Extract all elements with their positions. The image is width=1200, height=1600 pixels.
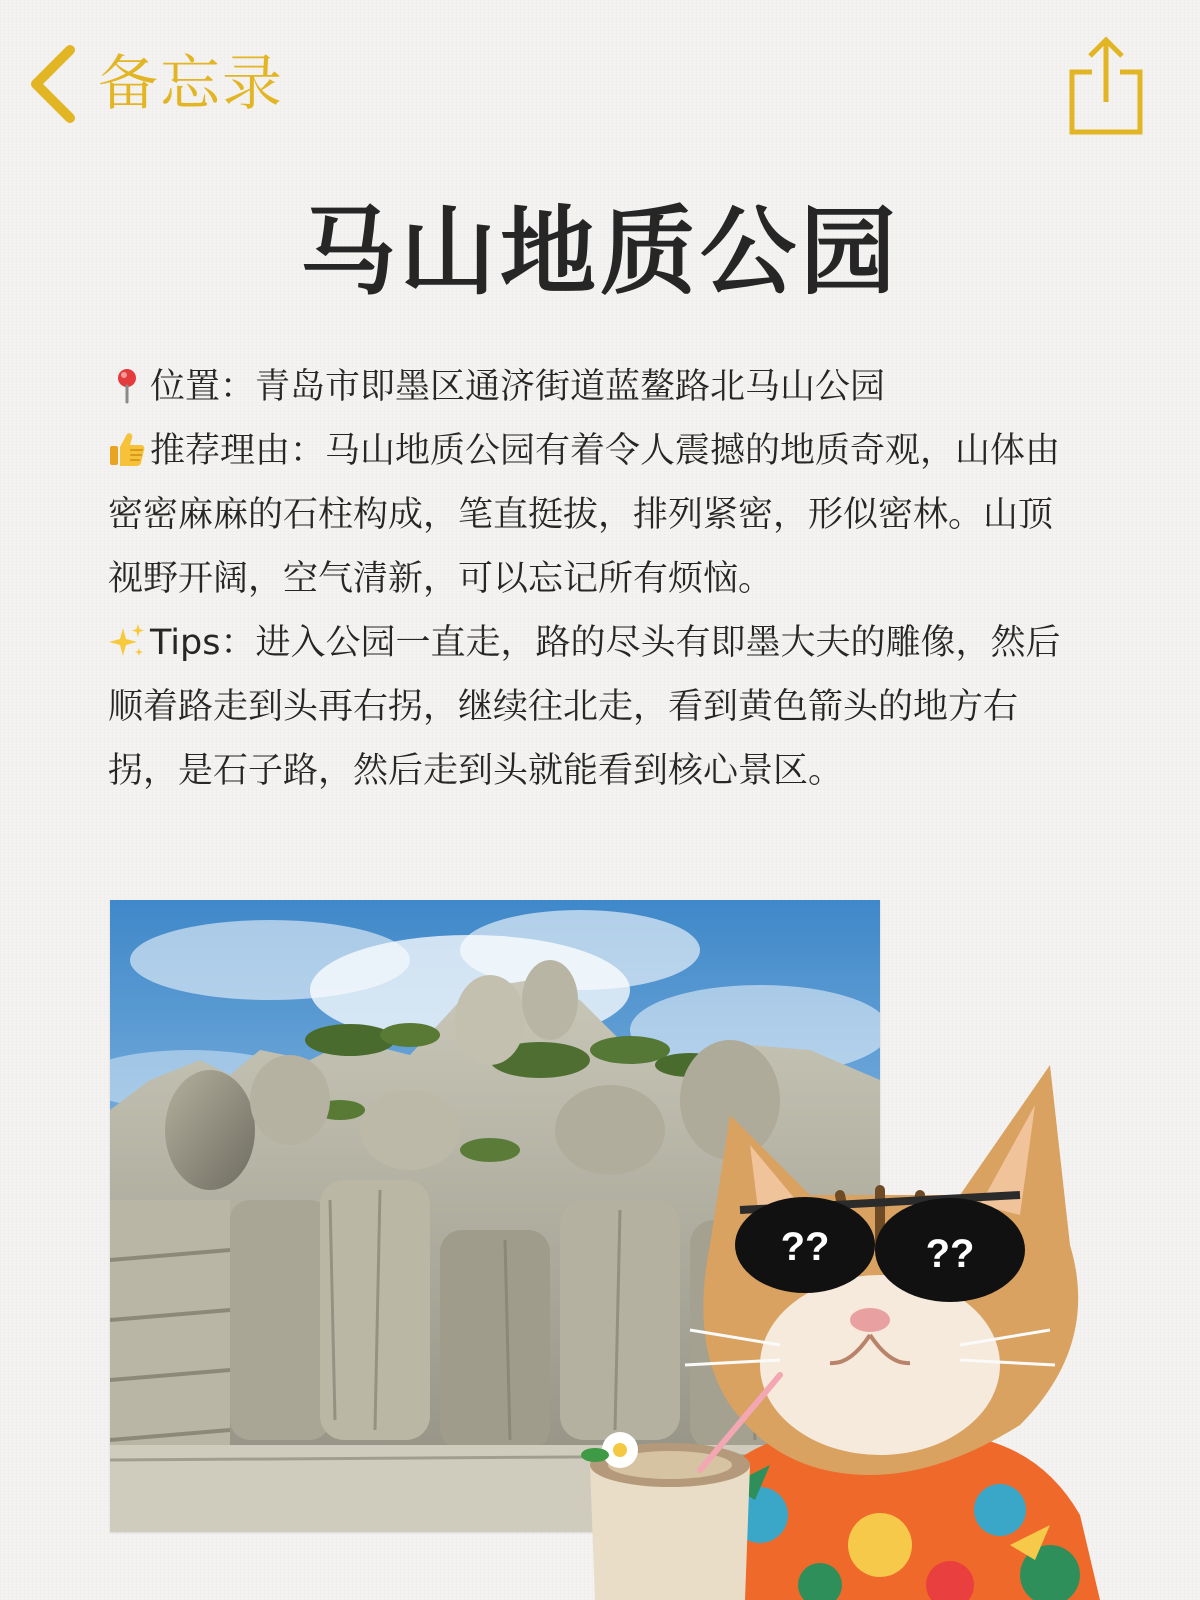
reason-text: 推荐理由：马山地质公园有着令人震撼的地质奇观，山体由密密麻麻的石柱构成，笔直挺拔，排列紧密，形似密林。山顶视野开阔，空气清新，可以忘记所有烦恼。 bbox=[108, 431, 1061, 599]
tips-line bbox=[108, 611, 1083, 803]
sparkles-icon bbox=[108, 622, 146, 660]
glasses-text-right: ?? bbox=[925, 1232, 975, 1276]
glasses-text-left: ?? bbox=[780, 1225, 830, 1269]
location-text: 位置：青岛市即墨区通济街道蓝鳌路北马山公园 bbox=[150, 367, 886, 407]
back-button[interactable] bbox=[28, 44, 284, 124]
page-title: 马山地质公园 bbox=[300, 196, 900, 308]
thumbs-up-icon bbox=[108, 430, 146, 468]
back-label: 备忘录 bbox=[98, 49, 284, 119]
cat-sticker bbox=[580, 1045, 1160, 1600]
share-button[interactable] bbox=[1068, 36, 1144, 136]
note-body bbox=[108, 355, 1083, 803]
tips-text: Tips：进入公园一直走，路的尽头有即墨大夫的雕像，然后顺着路走到头再右拐，继续往北走，看到黄色箭头的地方右拐，是石子路，然后走到头就能看到核心景区。 bbox=[108, 623, 1061, 791]
share-icon bbox=[1068, 36, 1144, 136]
reason-line bbox=[108, 419, 1083, 611]
pin-icon bbox=[108, 366, 146, 404]
location-line bbox=[108, 355, 1083, 419]
nav-bar bbox=[28, 36, 1144, 146]
chevron-left-icon bbox=[28, 44, 78, 124]
